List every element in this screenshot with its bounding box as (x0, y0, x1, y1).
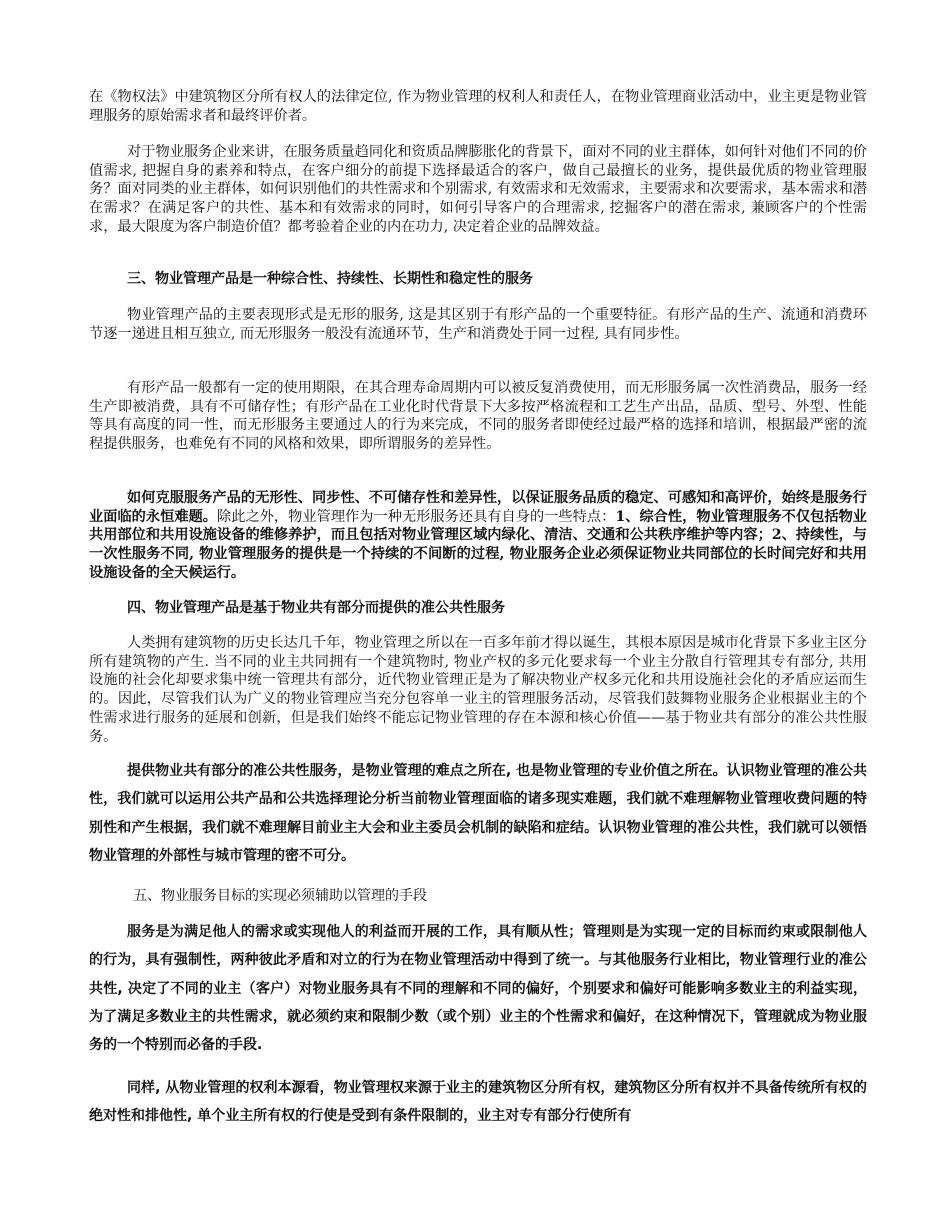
paragraph-5 (89, 489, 867, 583)
paragraph-4: 有形产品一般都有一定的使用期限，在其合理寿命周期内可以被反复消费使用，而无形服务属一次性消费品，服务一经生产即被消费，具有不可储存性；有形产品在工业化时代背景下大多按严格流程和工艺生产出品，品质、型号、外型、性能等具有高度的同一性，而无形服务主要通过人的行为来完成，不同的服务者即使经过最严格的选择和培训，根据最严密的流程提供服务，也难免有不同的风格和效果，即所谓服务的差异性。 (89, 380, 867, 453)
paragraph-2: 对于物业服务企业来讲，在服务质量趋同化和资质品牌膨胀化的背景下，面对不同的业主群体，如何针对他们不同的价值需求, 把握自身的素养和特点，在客户细分的前提下选择最适合的客户，做自己最擅长的业务，提供最优质的物业管理服务？面对同类的业主群体，如何识别他们的共性需求和个别需求, 有效需求和无效需求，主要需求和次要需求，基本需求和潜在需求？在满足客户的共性、基本和有效需求的同时，如何引导客户的合理需求, 挖掘客户的潜在需求, 兼顾客户的个性需求，最大限度为客户制造价值？都考验着企业的内在功力, 决定着企业的品牌效益。 (89, 144, 867, 235)
heading-section-3: 三、物业管理产品是一种综合性、持续性、长期性和稳定性的服务 (127, 271, 533, 287)
paragraph-5-bold-lead: 如何克服服务产品的无形性、同步性、不可储存性和差异性，以保证服务品质的稳定、可感知和高评价，始终是服务行业面临的永恒难题。 (89, 490, 867, 525)
heading-section-4: 四、物业管理产品是基于物业共有部分而提供的准公共性服务 (127, 600, 505, 616)
paragraph-9: 同样, 从物业管理的权利本源看，物业管理权来源于业主的建筑物区分所有权，建筑物区分所有权并不具备传统所有权的绝对性和排他性, 单个业主所有权的行使是受到有条件限制的，业主对专有部分行使所有 (89, 1080, 867, 1125)
paragraph-6: 人类拥有建筑物的历史长达几千年，物业管理之所以在一百多年前才得以诞生，其根本原因是城市化背景下多业主区分所有建筑物的产生. 当不同的业主共同拥有一个建筑物时, 物业产权的多元化要求每一个业主分散自行管理其专有部分, 共用设施的社会化却要求集中统一管理共有部分，近代物业管理正是为了解决物业产权多元化和共用设施社会化的矛盾应运而生的。因此，尽管我们认为广义的物业管理应当充分包容单一业主的管理服务活动，尽管我们鼓舞物业服务企业根据业主的个性需求进行服务的延展和创新，但是我们始终不能忘记物业管理的存在本源和核心价值——基于物业共有部分的准公共性服务。 (89, 635, 867, 745)
paragraph-5-bold-tail: 1、综合性，物业管理服务不仅包括物业共用部位和共用设施设备的维修养护，而且包括对物业管理区域内绿化、清洁、交通和公共秩序维护等内容；2、持续性，与一次性服务不同, 物业管理服务的提供是一个持续的不间断的过程, 物业服务企业必须保证物业共同部位的长时间完好和共用设施设备的全天候运行。 (89, 508, 867, 581)
paragraph-3: 物业管理产品的主要表现形式是无形的服务, 这是其区别于有形产品的一个重要特征。有形产品的生产、流通和消费环节逐一递进且相互独立, 而无形服务一般没有流通环节，生产和消费处于同一过程, 具有同步性。 (89, 307, 867, 342)
paragraph-7: 提供物业共有部分的准公共性服务，是物业管理的难点之所在, 也是物业管理的专业价值之所在。认识物业管理的准公共性，我们就可以运用公共产品和公共选择理论分析当前物业管理面临的诸多现实难题，我们就不难理解物业管理收费问题的特别性和产生根据，我们就不难理解目前业主大会和业主委员会机制的缺陷和症结。认识物业管理的准公共性，我们就可以领悟物业管理的外部性与城市管理的密不可分。 (89, 763, 867, 864)
paragraph-8: 服务是为满足他人的需求或实现他人的利益而开展的工作，具有顺从性；管理则是为实现一定的目标而约束或限制他人的行为，具有强制性，两种彼此矛盾和对立的行为在物业管理活动中得到了统一。与其他服务行业相比，物业管理行业的准公共性, 决定了不同的业主（客户）对物业服务具有不同的理解和不同的偏好，个别要求和偏好可能影响多数业主的利益实现，为了满足多数业主的共性需求，就必须约束和限制少数（或个别）业主的个性需求和偏好，在这种情况下，管理就成为物业服务的一个特别而必备的手段. (89, 924, 867, 1054)
heading-section-5: 五、物业服务目标的实现必须辅助以管理的手段 (133, 888, 427, 904)
paragraph-1: 在《物权法》中建筑物区分所有权人的法律定位, 作为物业管理的权利人和责任人，在物业管理商业活动中，业主更是物业管理服务的原始需求者和最终评价者。 (89, 89, 867, 124)
paragraph-5-normal: 除此之外，物业管理作为一种无形服务还具有自身的一些特点： (217, 508, 616, 525)
